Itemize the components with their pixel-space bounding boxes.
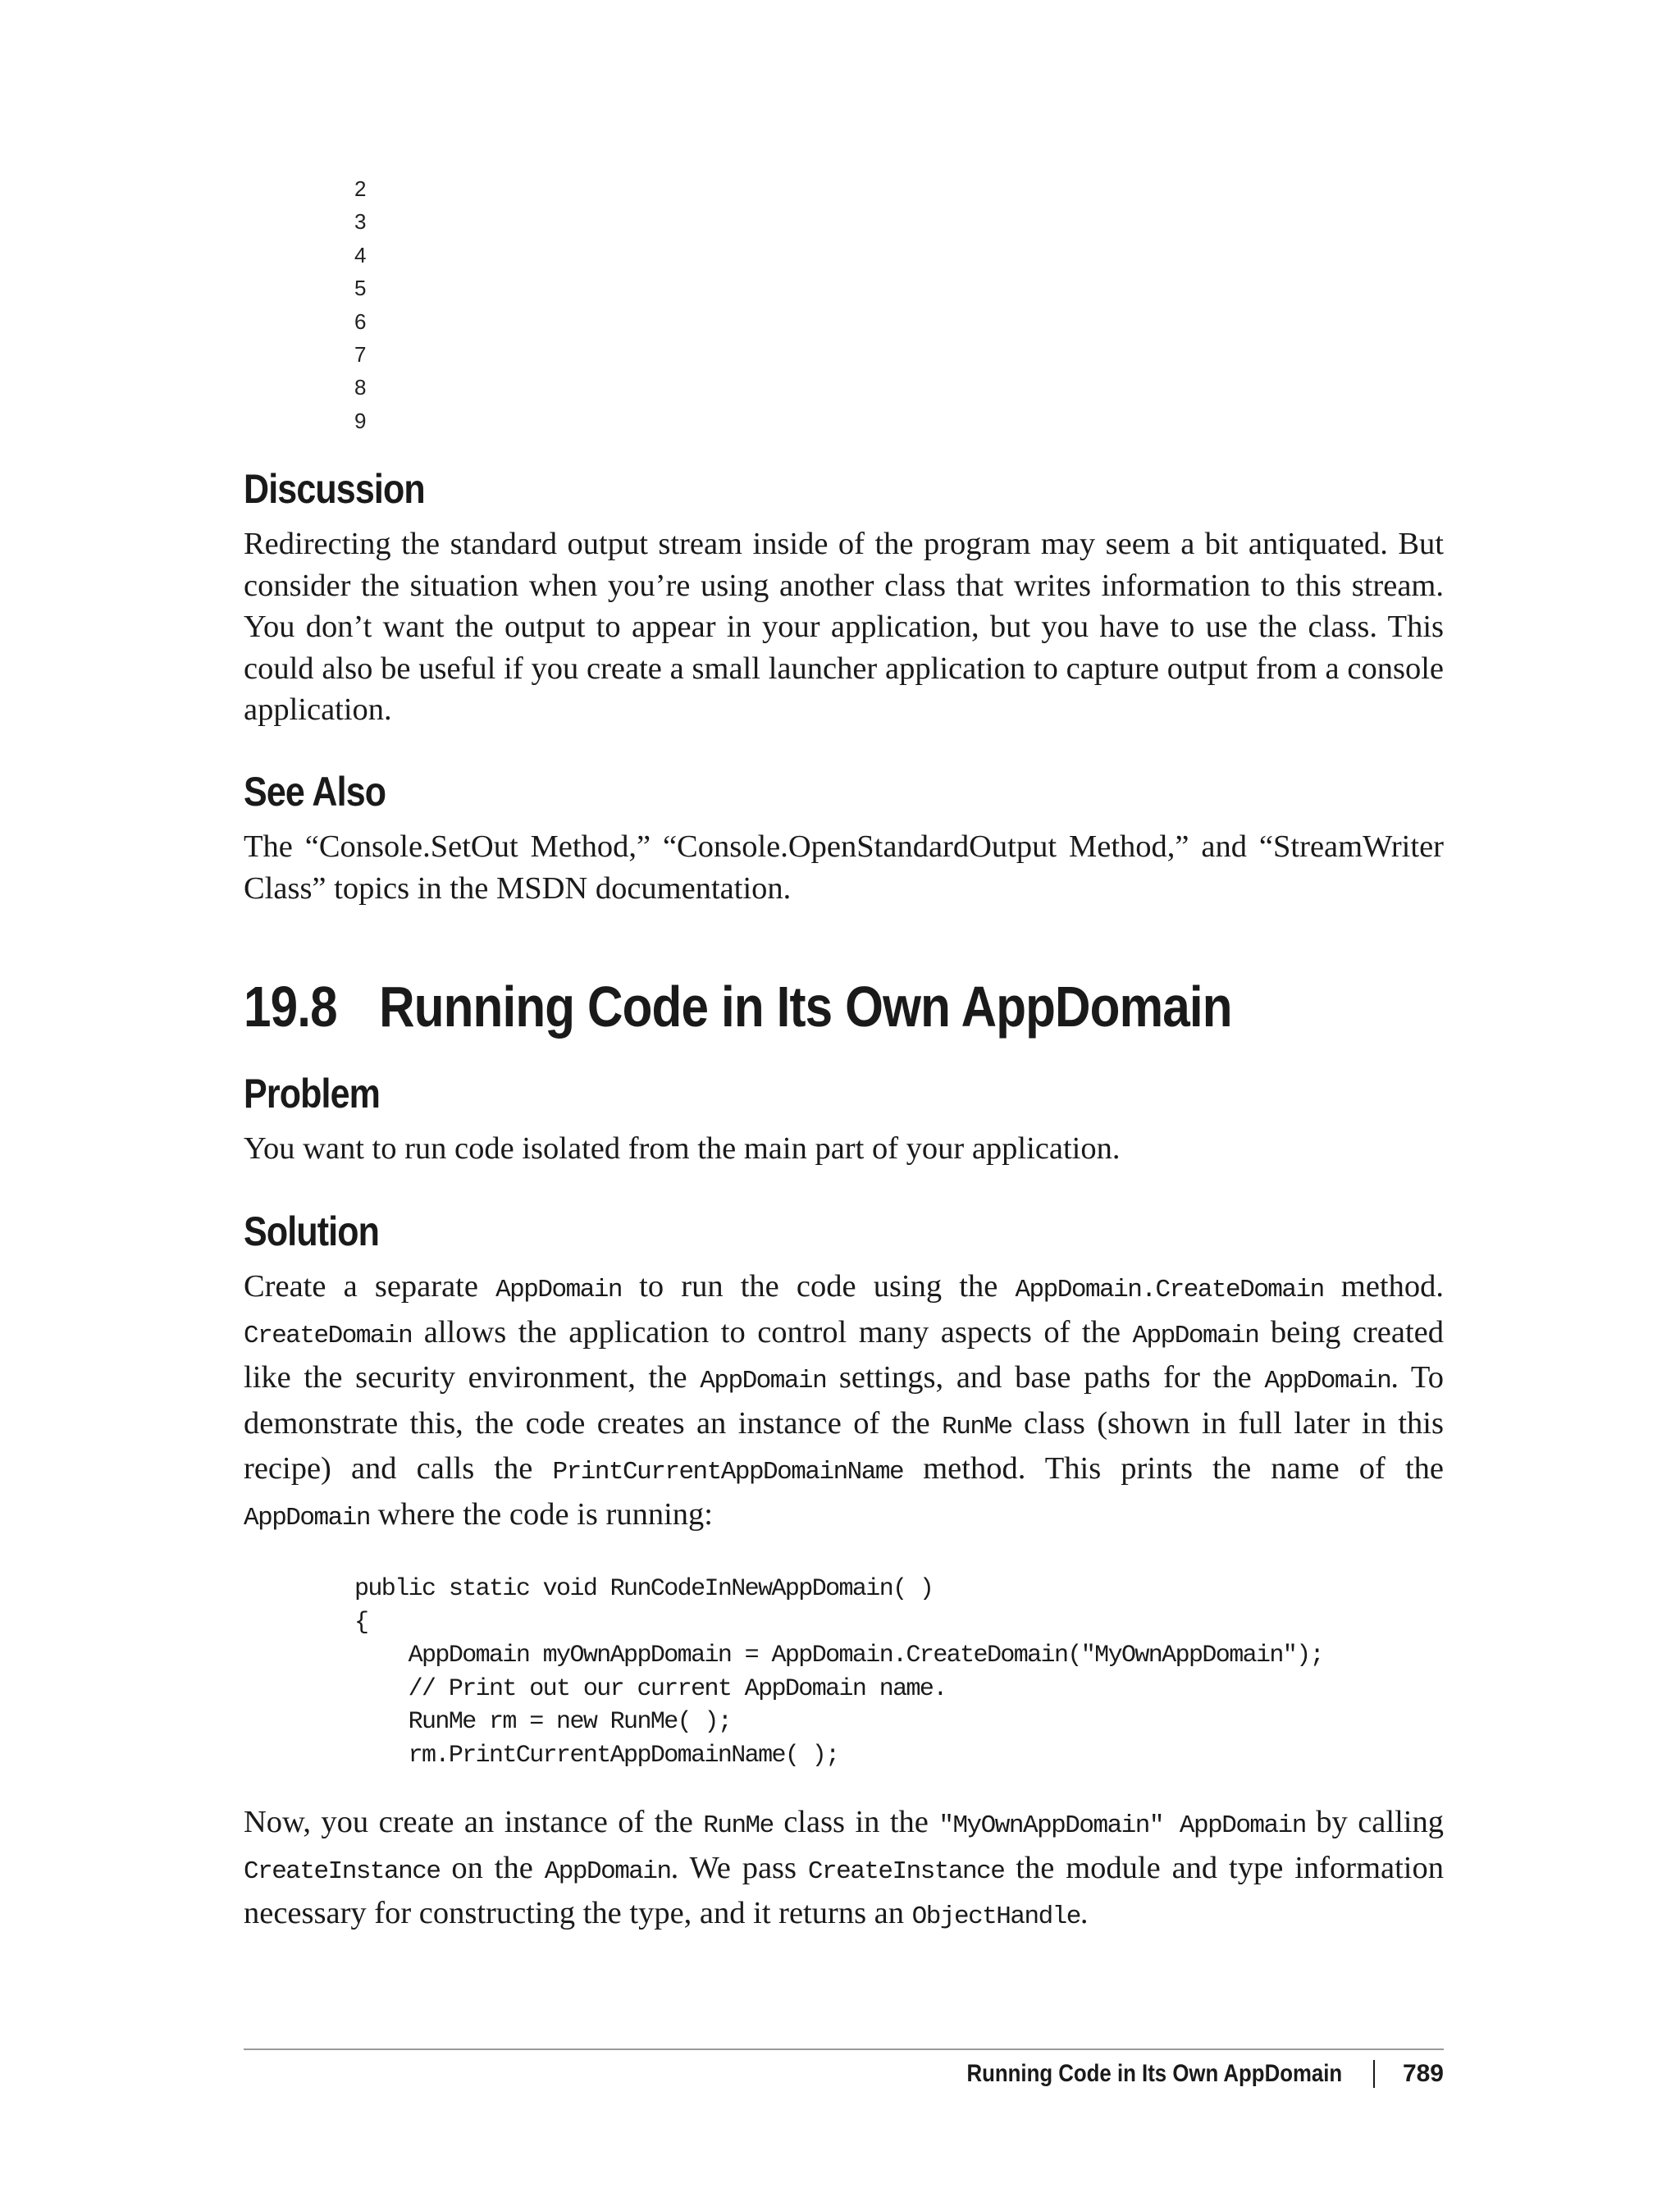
inline-code: AppDomain <box>700 1367 827 1396</box>
text-run: the module and type information necessary for constructing the type, and it returns an <box>244 1850 1445 1931</box>
line-number: 9 <box>354 408 367 433</box>
problem-heading: Problem <box>244 1071 381 1117</box>
line-number: 4 <box>354 242 367 267</box>
inline-code: "MyOwnAppDomain" AppDomain <box>938 1811 1306 1840</box>
text-run: allows the application to control many aspects of the <box>412 1314 1133 1350</box>
section-number: 19.8 <box>244 975 337 1039</box>
code-line-numbers <box>354 172 366 437</box>
text-run: to run the code using the <box>622 1269 1016 1304</box>
problem-paragraph: You want to run code isolated from the main part of your application. <box>244 1131 1121 1166</box>
text-run: by calling <box>1305 1805 1444 1839</box>
line-number: 7 <box>354 342 367 368</box>
text-run: Now, you create an instance of the <box>244 1805 704 1839</box>
text-run: method. This prints the name of the <box>903 1451 1444 1487</box>
section-title <box>244 974 1276 1039</box>
section-title-block <box>244 974 1444 1039</box>
inline-code: ObjectHandle <box>911 1902 1080 1932</box>
text-run: being created like the security environment, the <box>244 1314 1445 1395</box>
inline-code: CreateDomain <box>244 1321 413 1350</box>
inline-code: AppDomain <box>544 1857 671 1886</box>
discussion-section <box>244 464 1444 731</box>
inline-code: RunMe <box>942 1412 1012 1441</box>
line-number: 3 <box>354 209 367 235</box>
see-also-paragraph: The “Console.SetOut Method,” “Console.OpenStandardOutput Method,” and “StreamWriter Class” topics in the MSDN documentation. <box>244 829 1444 906</box>
solution-section <box>244 1207 1444 1540</box>
solution-heading: Solution <box>244 1208 380 1254</box>
line-number: 5 <box>354 276 367 301</box>
discussion-paragraph: Redirecting the standard output stream inside of the program may seem a bit antiquated. But consider the situation when you’re using another class that writes information to this stream. You don’t want the output to appear in your application, but you have to use the class. This could also be useful if you create a small launcher application to capture output from a console application. <box>244 527 1444 728</box>
page-number: 789 <box>1402 2060 1444 2087</box>
discussion-heading: Discussion <box>244 466 425 512</box>
text-run: . <box>1080 1896 1089 1931</box>
line-number: 2 <box>354 176 367 201</box>
text-run: method. <box>1323 1269 1444 1304</box>
inline-code: CreateInstance <box>807 1857 1005 1886</box>
inline-code: AppDomain <box>1132 1321 1259 1350</box>
text-run: . To demonstrate this, the code creates an instance of the <box>244 1360 1444 1441</box>
inline-code: RunMe <box>703 1811 774 1840</box>
text-run: where the code is running: <box>369 1496 713 1532</box>
problem-section <box>244 1069 1444 1170</box>
line-number: 6 <box>354 308 367 334</box>
code-block: public static void RunCodeInNewAppDomain( ) { AppDomain myOwnAppDomain = AppDomain.CreateDomain("MyOwnAppDomain"); // Print out our current AppDomain name. RunMe rm = new RunMe( ); rm.PrintCurrentAppDomainName( ); <box>354 1575 1324 1770</box>
inline-code: AppDomain <box>1264 1367 1391 1396</box>
text-run: class in the <box>773 1805 939 1839</box>
solution-paragraph-2-block <box>244 1802 1444 1939</box>
inline-code: AppDomain <box>495 1276 623 1304</box>
text-run: . We pass <box>670 1850 808 1885</box>
inline-code: PrintCurrentAppDomainName <box>552 1458 904 1487</box>
text-run: settings, and base paths for the <box>826 1360 1265 1395</box>
section-title-text: Running Code in Its Own AppDomain <box>379 975 1232 1039</box>
running-footer <box>906 2058 1444 2090</box>
text-run: Create a separate <box>244 1269 496 1304</box>
line-number: 8 <box>354 375 367 400</box>
solution-paragraph-2 <box>244 1802 1444 1939</box>
inline-code: AppDomain.CreateDomain <box>1015 1276 1324 1304</box>
see-also-section <box>244 767 1444 909</box>
footer-separator <box>1373 2060 1375 2088</box>
inline-code: AppDomain <box>244 1503 370 1532</box>
footer-rule <box>244 2048 1444 2050</box>
text-run: on the <box>440 1850 545 1885</box>
footer-title: Running Code in Its Own AppDomain <box>966 2060 1342 2087</box>
inline-code: CreateInstance <box>244 1857 441 1886</box>
see-also-heading: See Also <box>244 769 386 815</box>
solution-paragraph <box>244 1266 1444 1540</box>
text-run: class (shown in full later in this recipe) and calls the <box>244 1405 1444 1487</box>
